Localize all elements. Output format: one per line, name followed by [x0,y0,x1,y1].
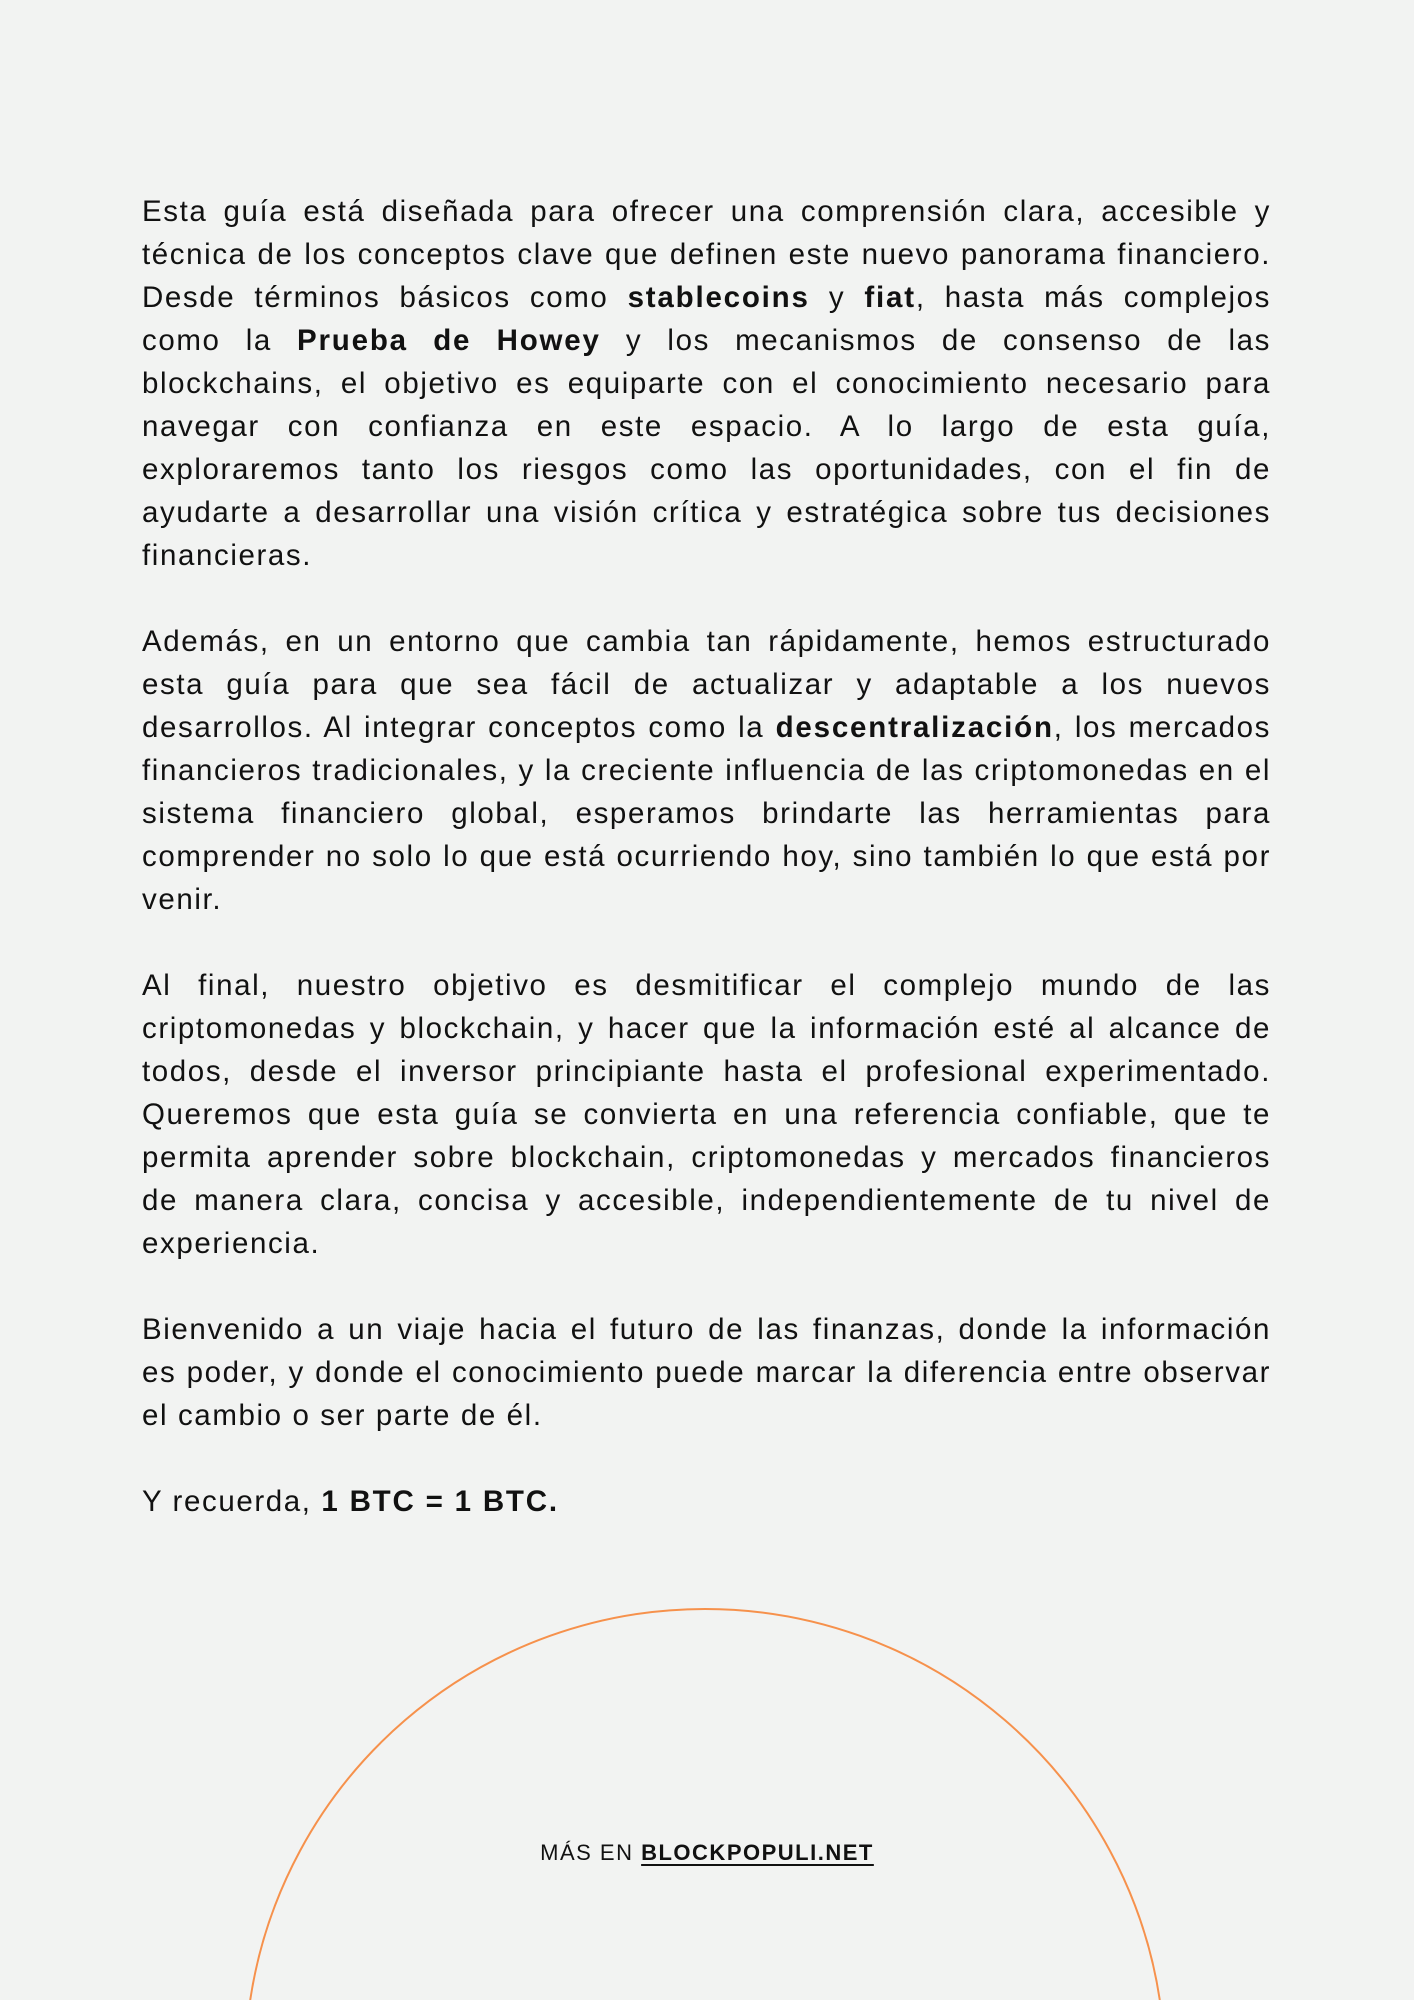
paragraph [142,190,1271,577]
paragraph [142,964,1271,1265]
text-run: Además, en un entorno que cambia tan rápidamente, hemos estructurado esta guía para que sea fácil de actualizar y adaptable a los nuevos desarrollos. Al integrar conceptos como la [142,625,1271,744]
decorative-circle [0,1600,1414,2000]
text-run: , hasta más complejos como la [142,281,1271,357]
text-run: Esta guía está diseñada para ofrecer una comprensión clara, accesible y técnica de los conceptos clave que definen este nuevo panorama financiero. Desde términos básicos como [142,195,1271,314]
footer [0,1840,1414,1866]
bold-term: fiat [864,281,916,314]
text-run: y [809,281,865,314]
text-run: , los mercados financieros tradicionales, y la creciente influencia de las criptomonedas en el sistema financiero global, esperamos brindarte las herramientas para comprender no solo lo que está ocurriendo hoy, sino también lo que está por venir. [142,711,1271,916]
text-run: Al final, nuestro objetivo es desmitificar el complejo mundo de las criptomonedas y blockchain, y hacer que la información esté al alcance de todos, desde el inversor principiante hasta el profesional experimentado. Queremos que esta guía se convierta en una referencia confiable, que te permita aprender sobre blockchain, criptomonedas y mercados financieros de manera clara, concisa y accesible, independientemente de tu nivel de experiencia. [142,969,1271,1260]
bold-term: stablecoins [627,281,810,314]
footer-prefix: MÁS EN [540,1840,642,1865]
bold-term: 1 BTC = 1 BTC. [321,1485,559,1518]
document-body [142,190,1271,1566]
bold-term: descentralización [775,711,1054,744]
paragraph [142,1308,1271,1437]
text-run: y los mecanismos de consenso de las blockchains, el objetivo es equiparte con el conocimiento necesario para navegar con confianza en este espacio. A lo largo de esta guía, exploraremos tanto los riesgos como las oportunidades, con el fin de ayudarte a desarrollar una visión crítica y estratégica sobre tus decisiones financieras. [142,324,1271,572]
text-run: Bienvenido a un viaje hacia el futuro de las finanzas, donde la información es poder, y donde el conocimiento puede marcar la diferencia entre observar el cambio o ser parte de él. [142,1313,1271,1432]
paragraph [142,1480,1271,1523]
website-link[interactable]: BLOCKPOPULI.NET [641,1840,874,1865]
text-run: Y recuerda, [142,1485,322,1518]
paragraph [142,620,1271,921]
bold-term: Prueba de Howey [297,324,601,357]
